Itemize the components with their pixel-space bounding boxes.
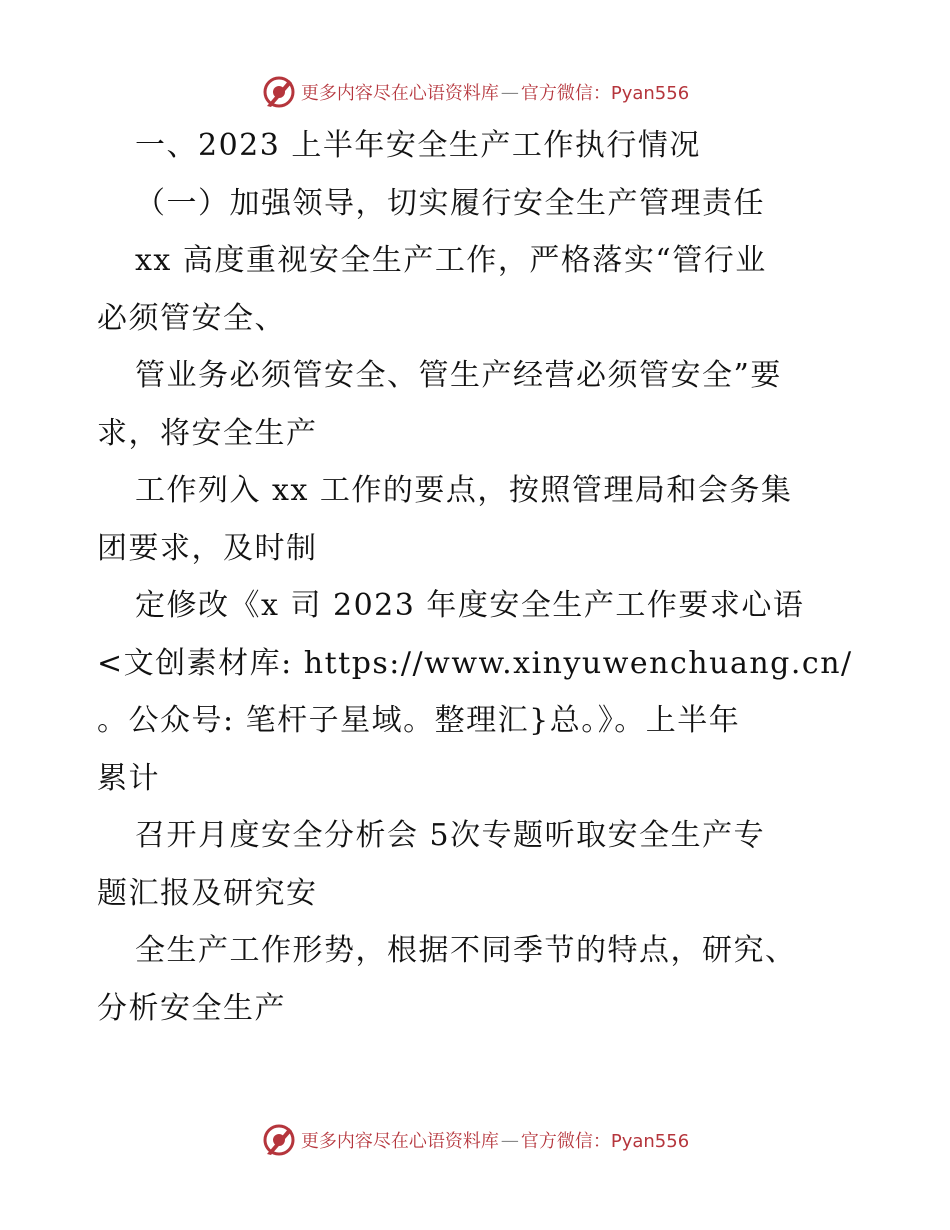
paragraph-line: 定修改《x 司 2023 年度安全生产工作要求心语 [135, 588, 805, 623]
paragraph-line: 管业务必须管安全、管生产经营必须管安全”要 [135, 358, 782, 393]
paragraph-line: 。公众号: 笔杆子星域。整理汇}总。》。上半年 [97, 703, 741, 738]
paragraph-line: xx 高度重视安全生产工作，严格落实“管行业 [135, 243, 767, 278]
banner-contact: 官方微信：Pyan556 [520, 83, 690, 104]
paragraph-line: 工作列入 xx 工作的要点，按照管理局和会务集 [135, 473, 793, 508]
paragraph-line: 召开月度安全分析会 5次专题听取安全生产专 [135, 818, 766, 853]
banner-dash: — [500, 81, 519, 103]
banner-slogan: 更多内容尽在心语资料库 [300, 83, 499, 104]
paragraph-line: 分析安全生产 [97, 990, 286, 1026]
quill-logo-icon [261, 74, 297, 110]
paragraph-line-url: <文创素材库: https://www.xinyuwenchuang.cn/ [97, 645, 853, 681]
banner-contact: 官方微信：Pyan556 [520, 1131, 690, 1152]
paragraph-line: 题汇报及研究安 [97, 875, 318, 911]
section-heading: 一、2023 上半年安全生产工作执行情况 [135, 128, 701, 163]
quill-logo-icon [261, 1122, 297, 1158]
paragraph-line: 团要求，及时制 [97, 530, 318, 566]
subsection-heading: （一）加强领导，切实履行安全生产管理责任 [135, 185, 765, 221]
banner-dash: — [500, 1129, 519, 1151]
paragraph-line: 求，将安全生产 [97, 415, 318, 451]
header-watermark-banner [0, 72, 950, 112]
document-body [97, 117, 867, 1037]
footer-watermark-banner [0, 1120, 950, 1160]
banner-slogan: 更多内容尽在心语资料库 [300, 1131, 499, 1152]
paragraph-line: 累计 [97, 760, 160, 796]
paragraph-line: 必须管安全、 [97, 300, 286, 336]
paragraph-line: 全生产工作形势，根据不同季节的特点，研究、 [135, 933, 797, 968]
